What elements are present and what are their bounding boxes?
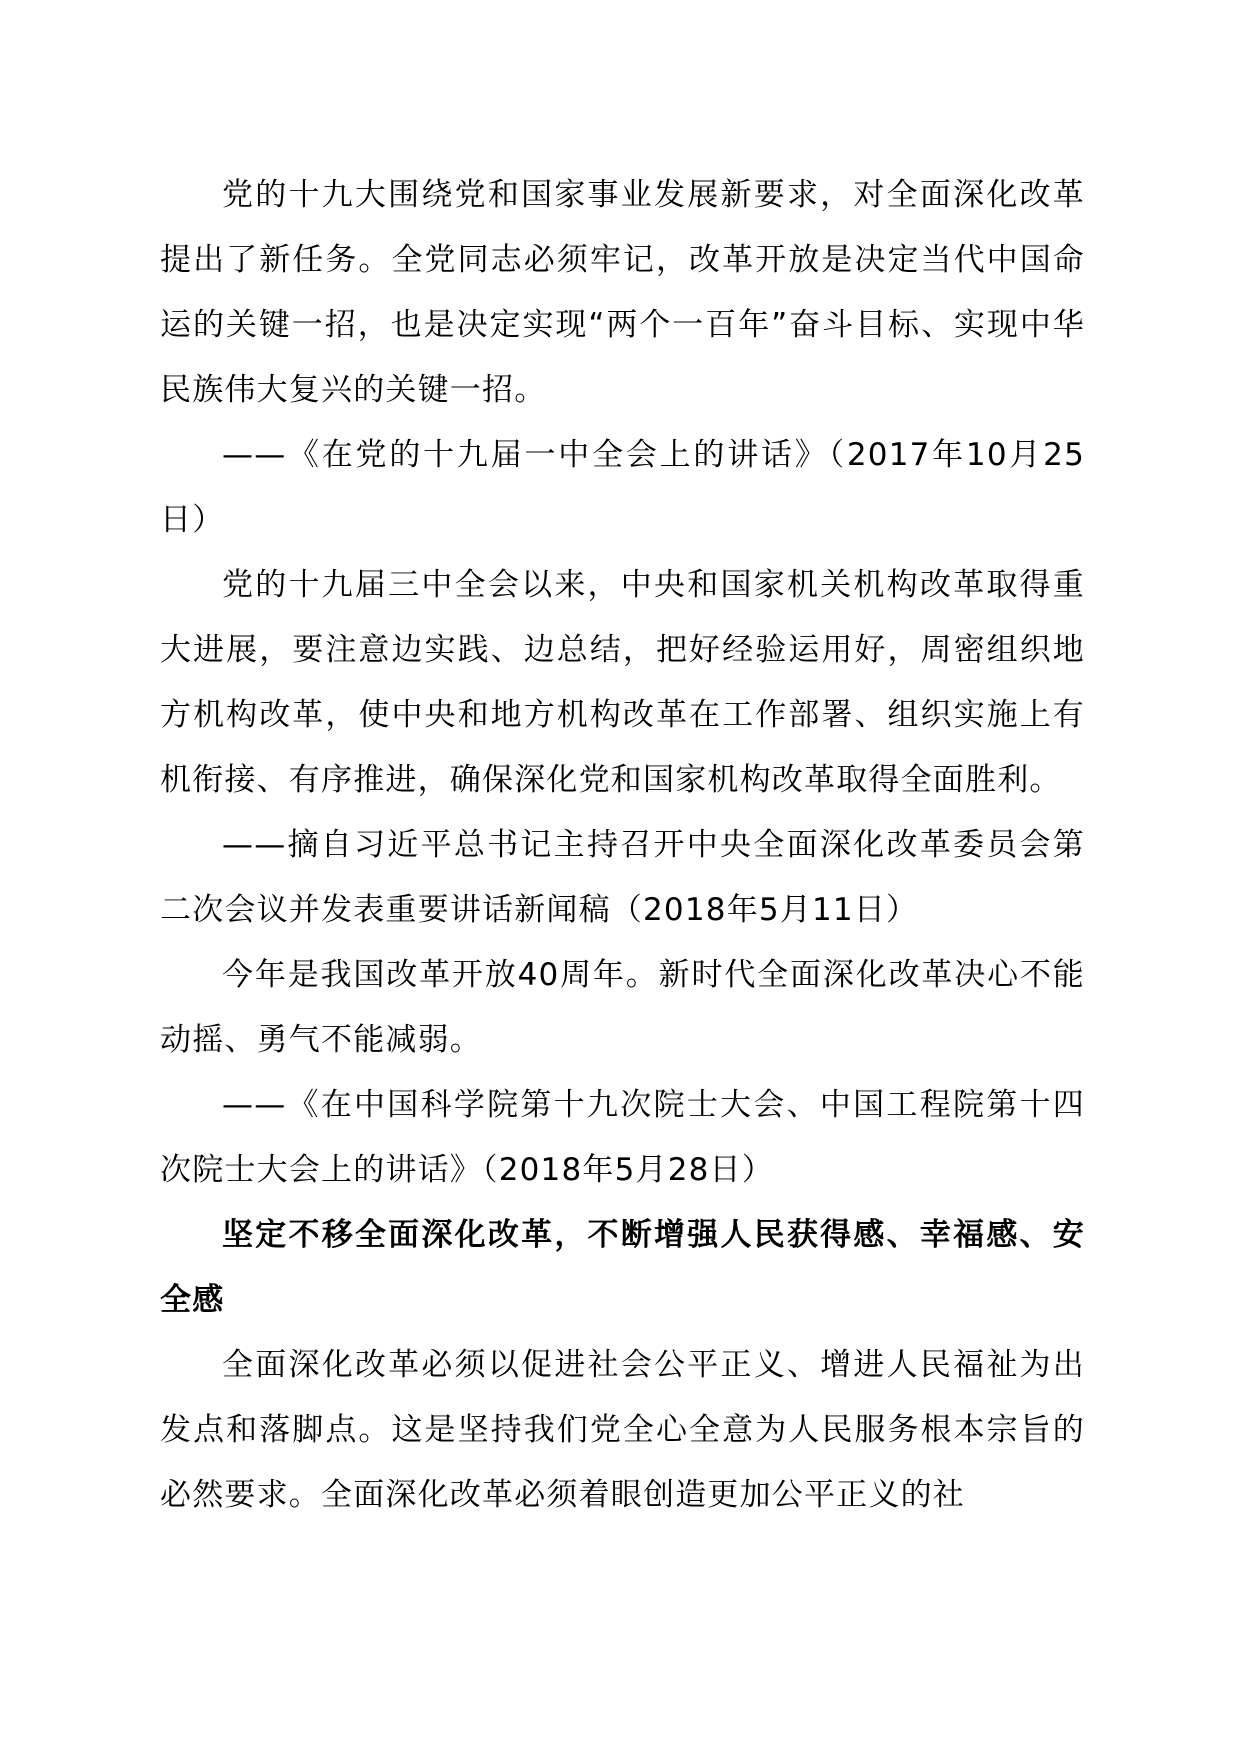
citation-1: ——《在党的十九届一中全会上的讲话》（2017年10月25日）: [160, 437, 1085, 538]
paragraph-2: 党的十九届三中全会以来，中央和国家机关机构改革取得重大进展，要注意边实践、边总结，把好经验运用好，周密组织地方机构改革，使中央和地方机构改革在工作部署、组织实施上有机衔接、有序推进，确保深化党和国家机构改革取得全面胜利。: [160, 567, 1085, 798]
document-body: [160, 163, 1085, 1528]
paragraph-3: 今年是我国改革开放40周年。新时代全面深化改革决心不能动摇、勇气不能减弱。: [160, 957, 1085, 1058]
paragraph-4: 全面深化改革必须以促进社会公平正义、增进人民福祉为出发点和落脚点。这是坚持我们党全心全意为人民服务根本宗旨的必然要求。全面深化改革必须着眼创造更加公平正义的社: [160, 1347, 1085, 1513]
paragraph-1: 党的十九大围绕党和国家事业发展新要求，对全面深化改革提出了新任务。全党同志必须牢记，改革开放是决定当代中国命运的关键一招，也是决定实现“两个一百年”奋斗目标、实现中华民族伟大复兴的关键一招。: [160, 177, 1085, 408]
section-heading: 坚定不移全面深化改革，不断增强人民获得感、幸福感、安全感: [160, 1217, 1085, 1318]
citation-3: ——《在中国科学院第十九次院士大会、中国工程院第十四次院士大会上的讲话》（2018年5月28日）: [160, 1087, 1085, 1188]
citation-2: ——摘自习近平总书记主持召开中央全面深化改革委员会第二次会议并发表重要讲话新闻稿（2018年5月11日）: [160, 827, 1085, 928]
